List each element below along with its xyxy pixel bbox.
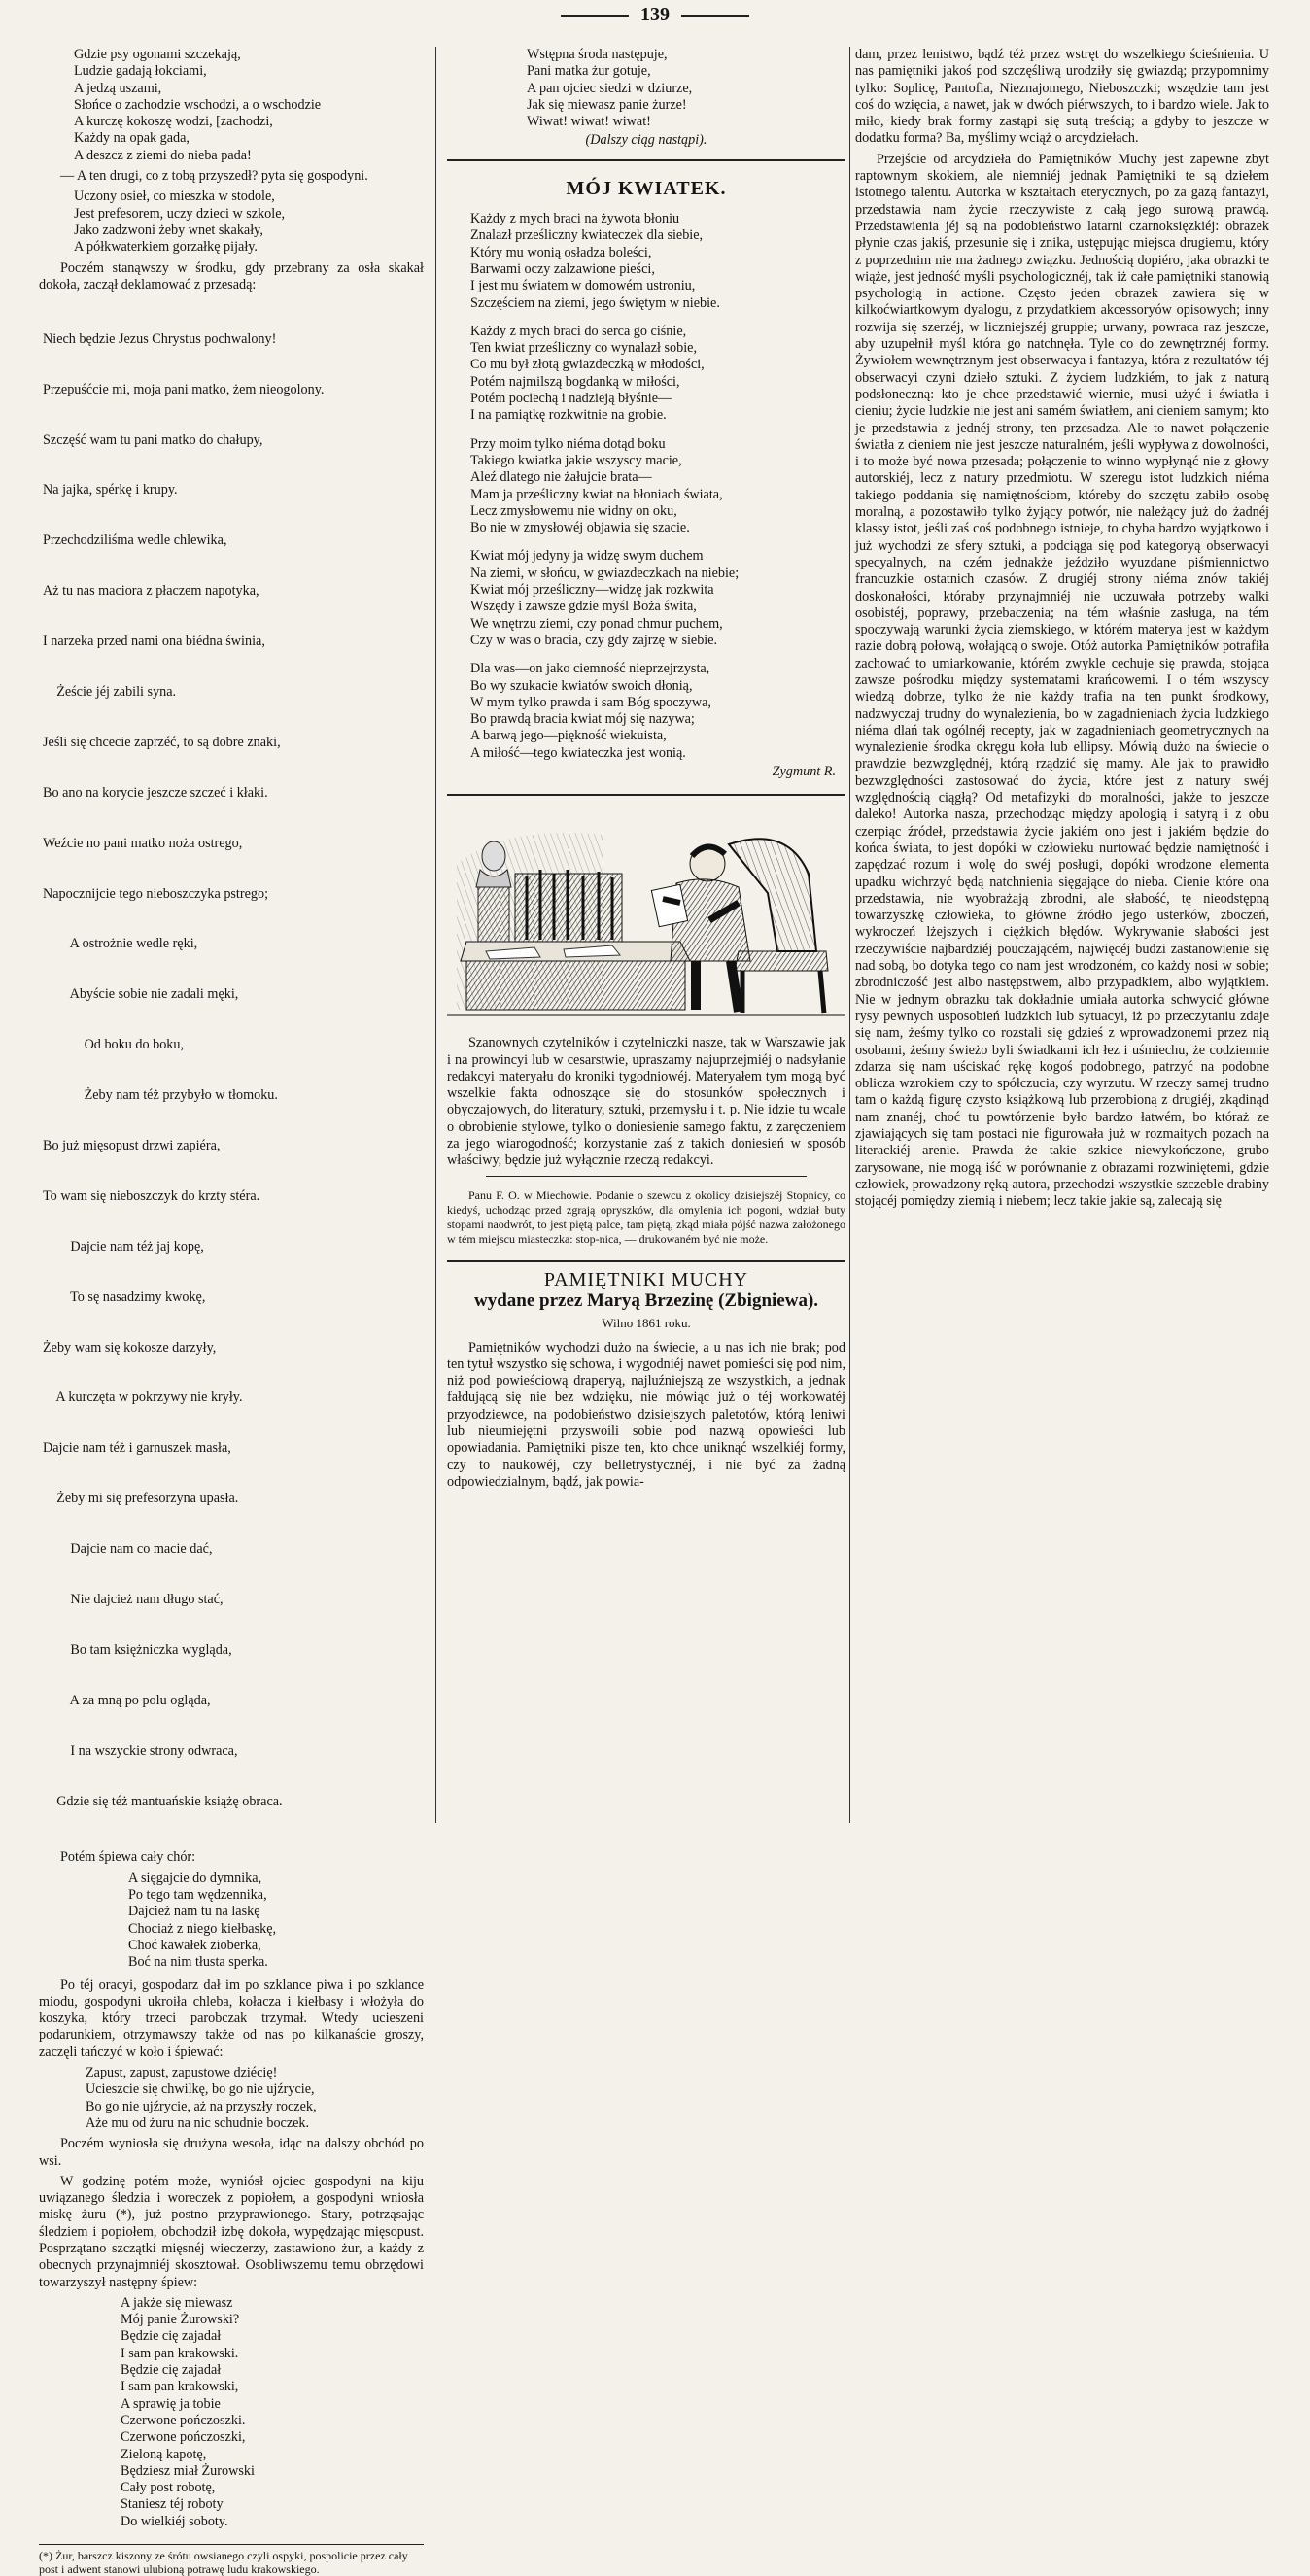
verse-line: A sięgajcie do dymnika, [128,1870,262,1886]
verse-line: A półkwaterkiem gorzałkę pijały. [74,239,258,256]
verse-line: Bo wy szukacie kwiatów swoich dłonią, [470,677,693,694]
column-divider-left [435,47,436,1823]
verse-line: Dajcie nam co macie dać, [43,1541,213,1558]
verse-line: Takiego kwiatka jakie wszyscy macie, [470,452,682,468]
verse-top [447,47,845,130]
verse-line: Szczęściem na ziemi, jego świętym w niebie. [470,294,720,311]
verse-line: Który mu wonią osładza boleści, [470,244,652,260]
verse-line: Przepuśćcie mi, moja pani matko, żem nieogolony. [43,381,325,397]
verse-line: Zapust, zapust, zapustowe dziécię! [86,2065,278,2081]
verse-line: Bo tam księżniczka wygląda, [43,1641,232,1658]
verse-line: Chociaż z niego kiełbaskę, [128,1920,277,1937]
verse-line: Bo nie w zmysłowéj objawia się szacie. [470,520,690,536]
verse-line: Pani matka żur gotuje, [527,63,651,80]
verse-line: Każdy z mych braci do serca go ciśnie, [470,323,687,339]
verse-line: Co mu był złotą gwiazdeczką w młodości, [470,357,705,373]
article-title: PAMIĘTNIKI MUCHY [543,1268,749,1290]
verse-line: Weźcie no pani matko noża ostrego, [43,835,243,851]
verse-line: I narzeka przed nami ona biédna świnia, [43,634,265,650]
verse-line: Żeście jéj zabili syna. [43,683,177,700]
paragraph: Po téj oracyi, gospodarz dał im po szklance piwa i po szklance miodu, gospodyni ukroiła chleba, kołacza i kiełbasy i włożyła do koszyka, który trzeci parobczak trzymał. Wtedy ucieszeni podarunkiem, otrzymawszy także od nas po kilkanaście groszy, zaczęli tańczyć w koło i śpiewać: [39,1976,424,2060]
stanza [470,661,845,762]
verse-line: Jeśli się chcecie zaprzéć, to są dobre znaki, [43,734,281,750]
verse-line: I jest mu światem w domowém ustroniu, [470,278,696,294]
article-paragraph: dam, przez lenistwo, bądź téż przez wstręt do wszelkiego ścieśnienia. U nas pamiętniki jakoś pod szczęśliwą urodziły się gwiazdą; przypomnimy tylko: Soplicę, Pantofla, Nieznajomego, Nieboszczki; wszędzie tam jest coś do wzięcia, a nawet, jak w dwóch piérwszych, to i bardzo wiele. Jak to miło, kiedy brak formy zastąpi się sutą treścią; a gdyby to jeszcze w dodatku forma? Ba, myślimy wciąż o arcydziełach. [855,47,1269,147]
editorial-notice: Szanownych czytelników i czytelniczki nasze, tak w Warszawie jak i na prowincyi lub w cesarstwie, upraszamy najuprzejmiéj o nadsyłanie redakcyi materyału do kroniki tygodniowéj. Materyałem tym mogą być wszelkie fakta odnoszące się do stosunków społecznych i obyczajowych, do literatury, sztuki, przemysłu i t. p. Nie idzie tu wcale o obrobienie stylowe, tylko o doniesienie samego faktu, z zaręczeniem za jego wiarogodność; korzystanie zaś z takich doniesień w sposób właściwy, będzie już wyłącznie rzeczą redakcyi. [447,1035,845,1169]
verse-line: Bo ano na korycie jeszcze szczeć i kłaki. [43,784,268,801]
article-subtitle: wydane przez Maryą Brzezinę (Zbigniewa). [473,1289,819,1311]
verse-line: Szczęść wam tu pani matko do chałupy, [43,431,263,448]
poem [447,211,845,762]
verse-line: A pan ojciec siedzi w dziurze, [527,80,693,96]
verse-line: I sam pan krakowski. [121,2345,239,2361]
verse-line: Bo go nie ujźrycie, aż na przyszły roczek, [86,2098,317,2114]
verse-line: Po tego tam wędzennika, [128,1887,267,1904]
stanza [470,548,845,649]
page-number-rule-left [561,15,629,17]
verse-line: Jest prefesorem, uczy dzieci w szkole, [74,205,286,222]
page-number-rule-right [681,15,749,17]
verse-line: I sam pan krakowski, [121,2379,239,2395]
paragraph: Potém śpiewa cały chór: [60,1849,196,1866]
verse-line: Mój panie Żurowski? [121,2312,240,2328]
paragraph: — A ten drugi, co z tobą przyszedł? pyta się gospodyni. [60,168,368,185]
verse-line: Każdy na opak gada, [74,130,190,147]
verse-line: Bo już mięsopust drzwi zapiéra, [43,1138,221,1153]
verse-line: A miłość—tego kwiateczka jest wonią. [470,744,686,761]
verse-line: Staniesz téj roboty [121,2496,224,2513]
section-rule [447,794,845,796]
verse-line: Na ziemi, w słońcu, w gwiazdeczkach na niebie; [470,565,740,581]
footnote: (*) Żur, barszcz kiszony ze śrótu owsianego czyli ospyki, pospolicie przez cały post i adwent stanowi ulubioną potrawę ludu krakowskiego. [39,2544,424,2576]
paragraph: Poczém wyniosła się drużyna wesoła, idąc na dalszy obchód po wsi. [39,2136,424,2169]
verse-line: Ucieszcie się chwilkę, bo go nie ujźrycie, [86,2081,315,2098]
verse-line: Czerwone pończoszki, [121,2429,246,2446]
poem-title: MÓJ KWIATEK. [566,177,727,199]
verse-line: Kwiat mój jedyny ja widzę swym duchem [470,548,704,565]
verse-line: Wszędy i zawsze gdzie myśl Boża świta, [470,599,697,615]
article-place-date: Wilno 1861 roku. [602,1316,691,1331]
verse-line: Przechodziliśma wedle chlewika, [43,532,227,549]
verse-line: Ten kwiat prześliczny co wynalazł sobie, [470,340,698,357]
verse-line: Mam ja prześliczny kwiat na błoniach świata, [470,486,723,502]
verse-line: A ostrożnie wedle ręki, [43,936,198,952]
verse-line: Od boku do boku, [43,1037,185,1053]
verse-line: Cały post robotę, [121,2480,216,2496]
verse-line: Czy w was o bracia, czy gdy zajrzę w siebie. [470,632,718,648]
verse-line: Wiwat! wiwat! wiwat! [527,114,651,130]
verse-line: Potém pociechą i nadzieją błyśnie— [470,391,672,407]
column-divider-right [849,47,850,1823]
verse-2 [39,189,424,256]
verse-line: Do wielkiéj soboty. [121,2513,228,2529]
verse-1 [39,47,424,164]
verse-line: A kurczę kokoszę wodzi, [zachodzi, [74,114,273,130]
verse-5 [39,2065,424,2132]
verse-line: We wnętrzu ziemi, czy ponad chmur puchem, [470,615,723,632]
verse-line: Nie dajcież nam długo stać, [43,1592,224,1608]
verse-line: I na wszyckie strony odwraca, [43,1742,238,1759]
article-paragraph: Pamiętników wychodzi dużo na świecie, a u nas ich nie brak; pod ten tytuł wszystko się schowa, i wygodniéj nawet pomieści się pod nim, niż pod powieściową draperyą, najluźniejszą ze wszystkich, a jednak fałdującą się nie bez wdzięku, nie mówiąc już o téj workowatéj przyodziewce, na podobieństwo dzisiejszych paletotów, którą leniwi lub nieumiejętni przyswoili sobie pod nazwą opowieści lub opowiadania. Pamiętniki pisze ten, kto chce uniknąć wszelkiéj formy, czy to naukowéj, czy belletrystycznéj, i nie być za żadną odpowiedzialnym, bądź, jak powia- [447,1339,845,1490]
verse-line: Ludzie gadają łokciami, [74,63,207,80]
verse-line: Jak się miewasz panie żurze! [527,96,687,113]
verse-line: A za mną po polu ogląda, [43,1692,211,1708]
verse-line: Boć na nim tłusta sperka. [128,1954,268,1971]
page-number [0,4,1310,26]
paragraph: W godzinę potém może, wyniósł ojciec gospodyni na kiju uwiązanego śledzia i woreczek z popiołem, a gospodyni wniosła miskę żuru (*), już postno przyprawionego. Stary, potrząsając śledziem i popiołem, obchodził izbę dokoła, wypędzając mięsopust. Posprzątano szczątki mięsnéj wieczerzy, zastawiono żur, a każdy z obecnych przynajmniéj skosztował. Osobliwszemu temu obrzędowi towarzyszył następny śpiew: [39,2173,424,2290]
verse-line: Niech będzie Jezus Chrystus pochwalony! [43,330,277,347]
continued-note: (Dalszy ciąg nastąpi). [585,132,707,149]
verse-line: A jakże się miewasz [121,2294,233,2311]
column-3 [855,47,1269,1835]
verse-line: Kwiat mój prześliczny—widzę jak rozkwita [470,582,714,599]
poem-signature: Zygmunt R. [772,763,836,779]
verse-line: Będziesz miał Żurowski [121,2462,255,2479]
verse-line: Napocznijcie tego nieboszczyka pstrego; [43,885,269,902]
verse-line: Uczony osieł, co mieszka w stodole, [74,189,275,205]
verse-line: Będzie cię zajadał [121,2362,222,2379]
verse-line: Żeby mi się prefesorzyna upasła. [43,1491,239,1507]
verse-line: Dla was—on jako ciemność nieprzejrzysta, [470,661,710,677]
verse-3 [39,297,424,1843]
paragraph: Poczém stanąwszy w środku, gdy przebrany za osła skakał dokoła, zaczął deklamować z przesadą: [39,259,424,292]
verse-4 [39,1871,424,1972]
verse-line: To wam się nieboszczyk do krzty stéra. [43,1187,260,1204]
verse-line: Lecz zmysłowemu nie widny on oku, [470,502,677,519]
column-2 [447,47,845,1835]
verse-line: Żeby nam téż przybyło w tłomoku. [43,1087,278,1104]
verse-line: Zieloną kapotę, [121,2446,207,2462]
verse-line: A kurczęta w pokrzywy nie kryły. [43,1390,243,1406]
column-1 [39,47,424,2576]
verse-line: Dajcie nam téż i garnuszek masła, [43,1440,231,1457]
verse-line: Gdzie się téż mantuańskie książę obraca. [43,1793,283,1809]
verse-line: Na jajka, spérkę i krupy. [43,482,178,498]
verse-line: Gdzie psy ogonami szczekają, [74,47,241,62]
article-paragraph: Przejście od arcydzieła do Pamiętników Muchy jest zapewne zbyt raptownym skokiem, ale niemniéj jednak Pamiętniki te są dziełem istotnego talentu. Autorka w kształtach eterycznych, po za gazą fantazyi, przedstawia nam życie rzeczywiste z całą jego surową prawdą. Przedstawienia jéj są na podobieństwo latarni czarnoksięzkiéj: obrazek płynie czas jakiś, przesunie się i znika, ustępując miejsca drugiemu, który z poprzednim nie ma żadnego związku. Jednością dopiéro, jaka obrazki te wiąże, jest jedność myśli psychologicznéj, tak iż całe pamiętniki stanowią psychologią in actione. Często jeden obrazek zawiera się w kilkoćwiartkowym dyalogu, z przydatkiem akcessoryów opisowych; inny rozwija się szerzéj, w liczniejszéj gruppie; urwany, powraca raz jeszcze, aby uzupełnił myśl która go natchnęła. Tyle co do zewnętrznéj formy. Żywiołem wewnętrznym jest obserwacya i fantazya, która z rezultatów téj obserwacyi czyni dzieło sztuki. Z życiem ludzkiém, to jak z naturą podsłoneczną: kto je chce przedstawić wiernie, musi użyć i światła i cieniu; życie ludzkie nie jest ani samém światłem, ani cieniem samym; kto je przedstawia z jednéj strony, ten przesadza. Ale to nawet połączenie światła z cieniem nie jest jeszcze naturalném, jeśli wypływa z dowolności, i to może być nowa przesada; połączenie to winno wypłynąć nie z głowy autorskiéj, lecz z natury przedmiotu. W szeregu istot ludzkich niéma takiego poddania się namiętnościom, któreby do szczętu zabiło osobę moralną, a pozostawiło tylko żyjący potwór, nie należący już do żadnéj klassy istot, jeśli zaś coś podobnego istnieje, to chyba bardzo wyjątkowo i już wychodzi ze sfery sztuki, a podciąga się pod kategoryą obserwacyi specyalnych, na czém jednakże jeździło wyuzdane piśmiennictwo francuzkie ostatnich czasów. Z drugiéj strony niéma znów takiéj doskonałości, któraby przynajmniéj nie uczuwała potrzeby walki osobistéj, poprawy, przebaczenia; na tém właśnie zasługa, na tém spoczywają warunki życia ziemskiego, w którém materya jest w każdym razie dobrą połową, wołającą o swoje. Otóż autorka Pamiętników potrafiła zachować to umiarkowanie, którém zwykle cechuje się prawda, stojąca zawsze pośrodku między systematami krańcowemi. I o tém wszyscy wiedzą dobrze, tylko że nie każdy trafia na ten punkt środkowy, nadzwyczaj trudny do wynalezienia, bo w zagadnieniach życia ludzkiego niéma dlań tak ogólnéj recepty, jak w zagadnieniach geometrycznych na wynalezienie środka okręgu koła lub ellipsy. Mówią dużo na świecie o prawdzie bezwzględnéj, którą rządzić się mamy. Ale jak to prawidło bezwzględności zastosować do życia, które jest z natury swéj względnością ciągłą? Od metafizyki do moralności, jakże to jeszcze daleko! Autorka nasza, przechodząc między apologią i satyrą i z obu czerpiąc źródeł, przedstawia życie jakiém ono jest i jakiém będzie do końca świata, to jest dopóki w człowieku nurtować będzie namiętność i zapędzać rozum i wolę do swéj posługi, dopóki wrodzone elementa upadku wichrzyć będą natchnienia sięgające do nieba. Cienie które ona przedstawia, nie wyobrażają zbrodni, ale słabość, tę nieodstępną towarzyszkę człowieka, to główne źródło jego usterków, zboczeń, wykroczeń lżejszych i ciężkich błędów. Wykrywanie słabości jest rzeczywiście najbardziéj pouczającém, najwięcéj budzi zastanowienie się nad sobą, bo dotyka tego co nam jest wrodzoném, co każdy nosi w sobie; zbrodniczość jest albo następstwem, albo przypadkiem, albo wyjątkiem. Nie w jednym obrazku tak dokładnie umiała autorka schwycić główne rysy pewnych usposobień ludzkich lub sytuacyi, iż po przeczytaniu zdaje się nam, żeśmy tylko co rozstali się gdzieś z wprowadzonemi przez nią osobami, żeśmy świeżo byli świadkami ich łez i uśmiechu, że codziennie zdarza się nam uściskać rękę kogoś podobnego, patrzyć na podobne oblicza wzrokiem czy to spółczucia, czy wyrzutu. W rzeczy samej trudno tam o każdą figurę czysto książkową lub przerobioną z drugiéj, zkądinąd nam znanéj, choć tu powtórzenie było bardzo łatwém, bo któraż ze zjawiających się tam postaci nie figurowała już w rozmaitych pozach na literackiéj arenie. Prawda że takie szkice niewykończone, grubo zarysowane, nie mogą iść w porównanie z obrazami rozwiniętemi, gdzie człowiek, prowadzony ręką autora, przechodzi wszystkie szczeble drabiny stojącéj pomiędzy ziemią i niebem; lecz takie jakie są, zalecają się [855,151,1269,1210]
verse-6 [39,2295,424,2530]
page-number-text: 139 [640,4,670,25]
stanza [470,324,845,425]
verse-line: Znalazł prześliczny kwiateczek dla siebie, [470,227,704,244]
verse-line: Słońce o zachodzie wschodzi, a o wschodzie [74,96,322,113]
section-rule [447,159,845,161]
verse-line: Aże mu od żuru na nic schudnie boczek. [86,2114,310,2131]
verse-line: Aleź dlatego nie żałujcie brata— [470,469,652,486]
verse-line: Będzie cię zajadał [121,2328,222,2345]
verse-line: Bo prawdą bracia kwiat mój się nazywa; [470,711,695,728]
verse-line: Abyście sobie nie zadali męki, [43,986,239,1003]
verse-line: A jedzą uszami, [74,80,162,96]
verse-line: A sprawię ja tobie [121,2395,221,2412]
stanza [470,436,845,537]
verse-line: Przy moim tylko niéma dotąd boku [470,435,666,452]
stanza [470,211,845,312]
verse-line: Dajcież nam tu na laskę [128,1904,260,1920]
verse-line: Wstępna środa następuje, [527,47,668,62]
verse-line: Jako zadzwoni żeby wnet skakały, [74,222,263,238]
verse-line: Dajcie nam téż jaj kopę, [43,1238,204,1254]
verse-line: Czerwone pończoszki. [121,2412,246,2428]
verse-line: Aż tu nas maciora z płaczem napotyka, [43,583,259,600]
verse-line: W mym tylko prawda i sam Bóg spoczywa, [470,694,711,710]
verse-line: Każdy z mych braci na żywota błoniu [470,211,680,227]
verse-line: A barwą jego—piękność wiekuista, [470,728,667,744]
verse-line: To sę nasadzimy kwokę, [43,1288,206,1305]
verse-line: I na pamiątkę rozkwitnie na grobie. [470,407,667,424]
verse-line: Żeby wam się kokosze darzyły, [43,1339,217,1356]
verse-line: A deszcz z ziemi do nieba pada! [74,147,252,163]
verse-line: Barwami oczy zalzawione pieści, [470,260,655,277]
verse-line: Potém najmilszą bogdanką w miłości, [470,373,680,390]
reply-to-reader: Panu F. O. w Miechowie. Podanie o szewcu z okolicy dzisiejszéj Stopnicy, co kiedyś, uchodząc przed zgrają opryszków, dla omylenia ich pogoni, wdział buty stopami naodwrót, to jest piętą palce, tam piętą, zkąd miała pójść nazwa założonego w tém miejscu miasteczka: stop-nica, — drukowaném być nie może. [447,1187,845,1246]
section-rule [447,1260,845,1262]
engraving-illustration [447,806,845,1027]
verse-line: Choć kawałek zioberka, [128,1937,261,1953]
short-rule [486,1176,807,1177]
